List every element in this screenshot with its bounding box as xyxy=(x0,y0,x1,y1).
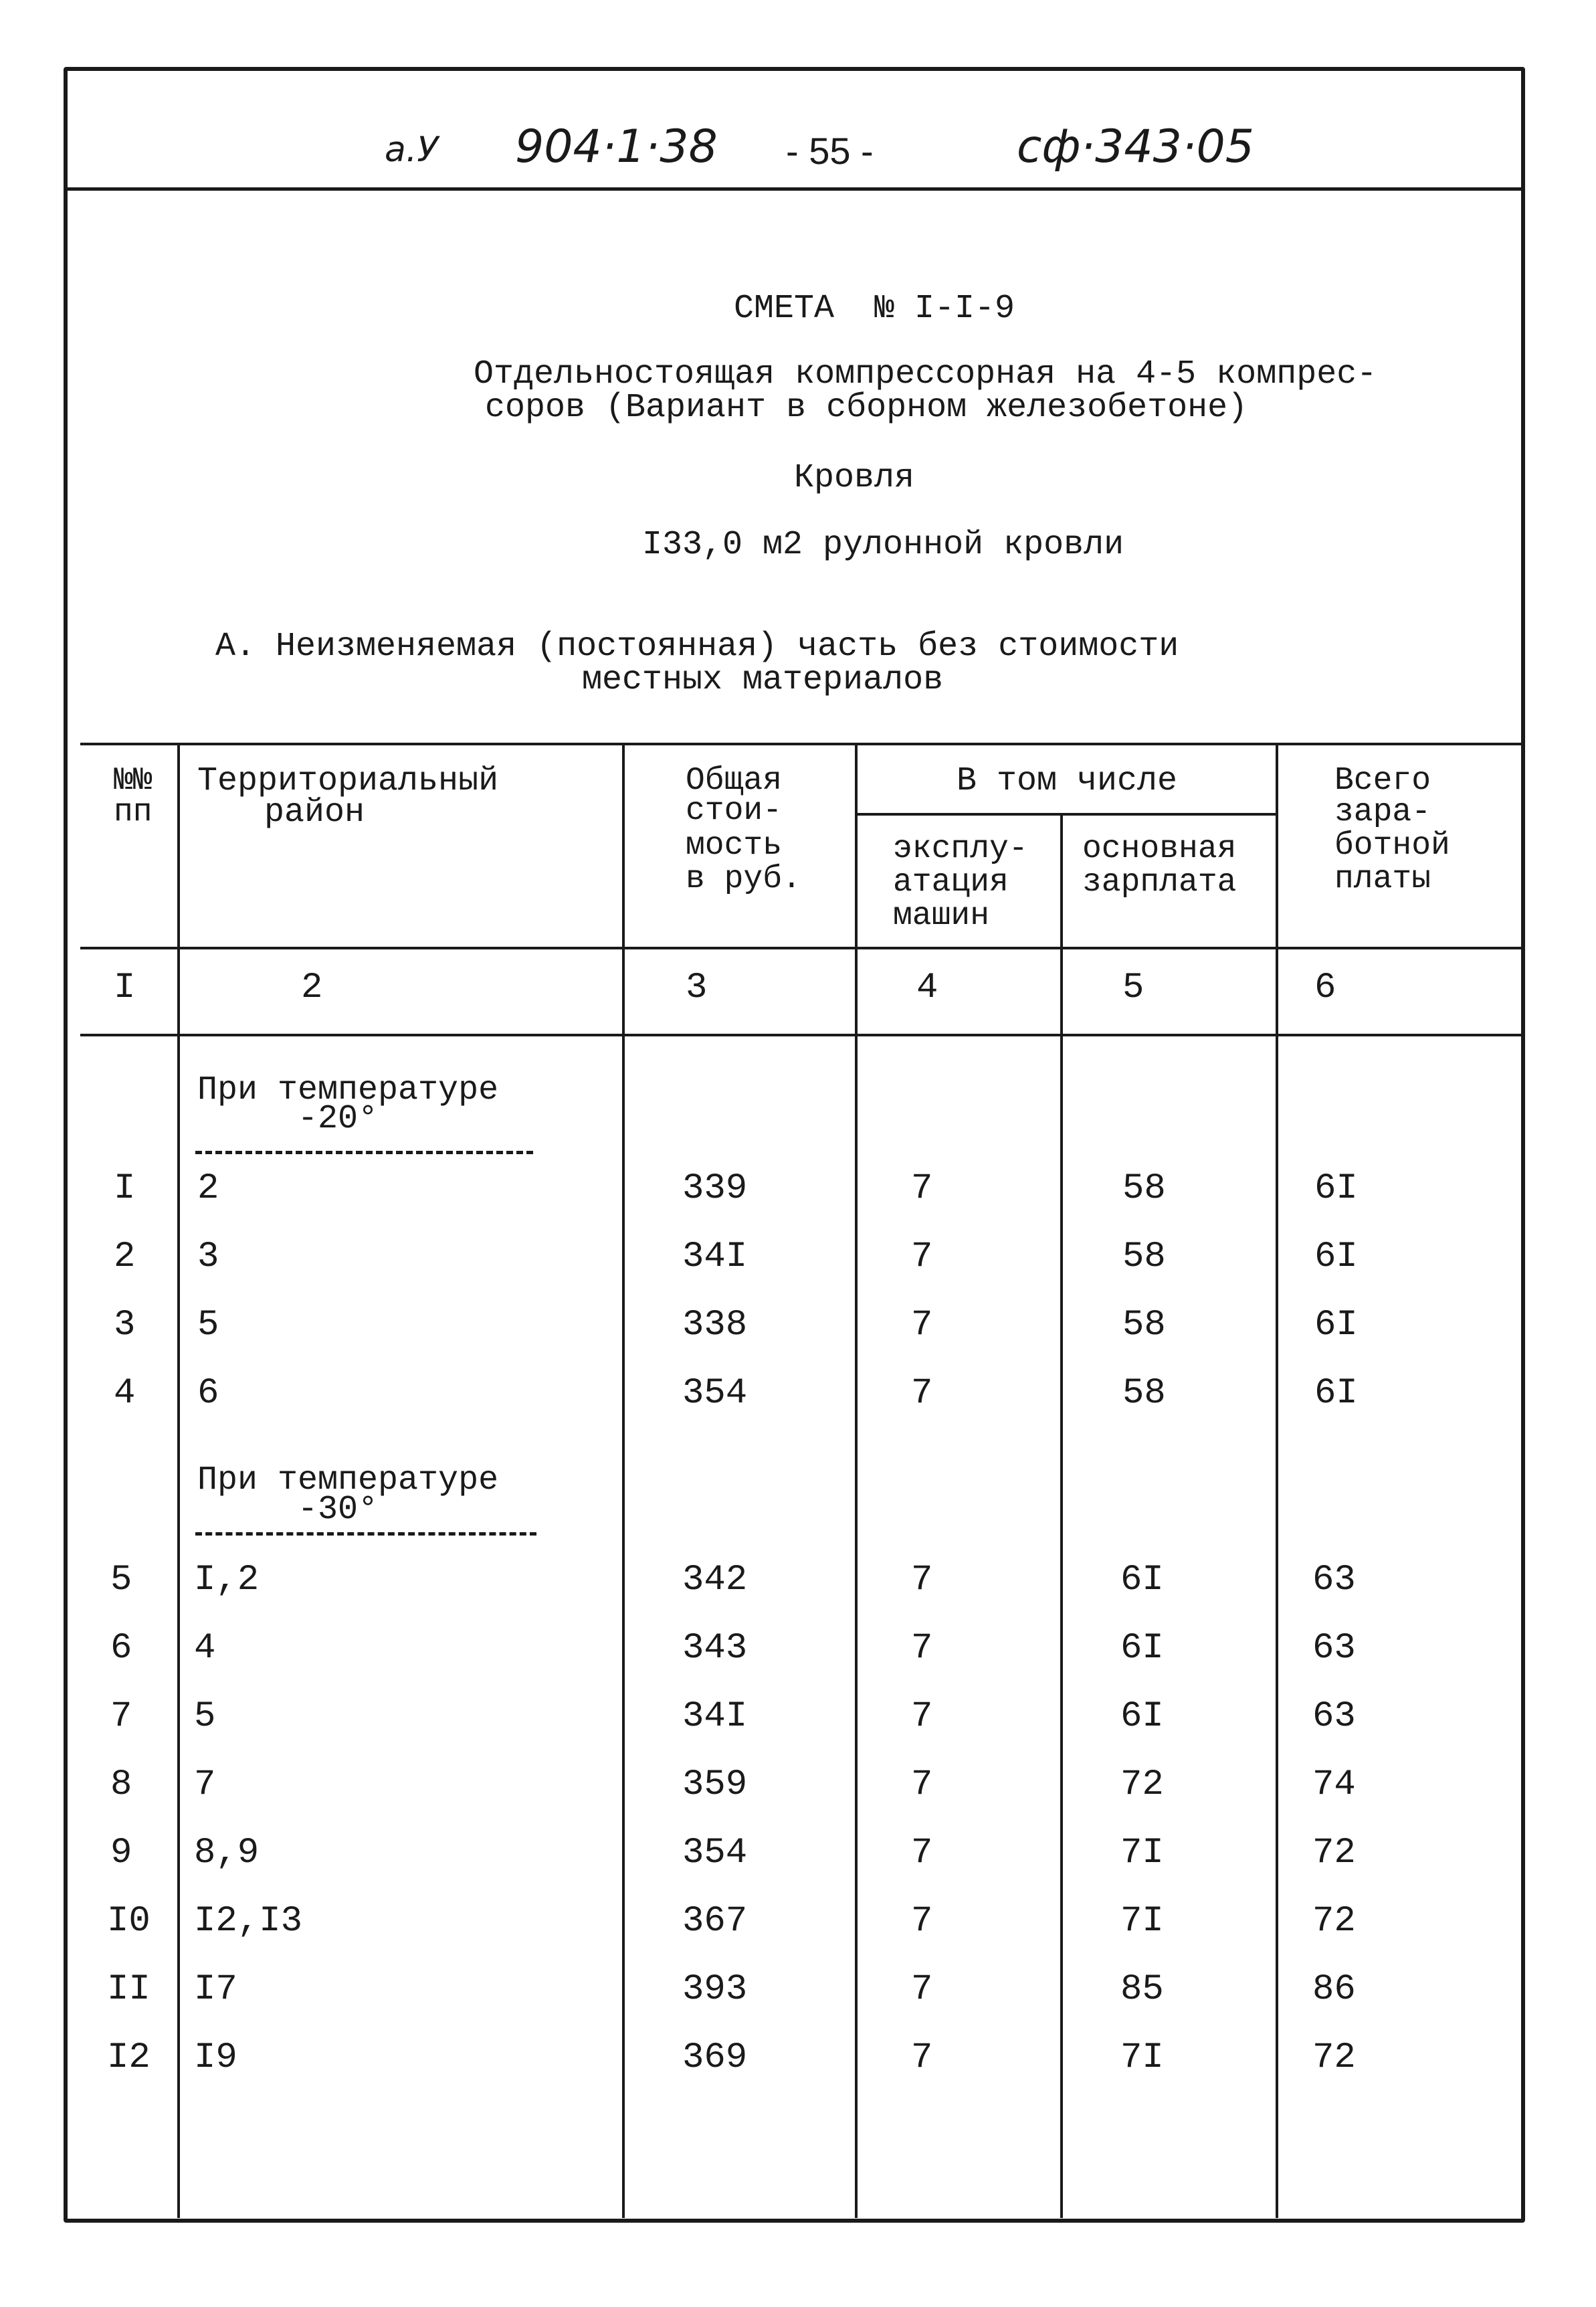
part-title-line2: местных материалов xyxy=(582,661,944,699)
row-district: 3 xyxy=(197,1236,219,1277)
row-number: I0 xyxy=(107,1901,151,1942)
row-total: 393 xyxy=(682,1969,748,2010)
row-machines: 7 xyxy=(911,2037,933,2078)
row-number: II xyxy=(107,1969,151,2010)
row-machines: 7 xyxy=(911,1969,933,2010)
row-total: 343 xyxy=(682,1628,748,1669)
row-district: I,2 xyxy=(194,1560,260,1600)
row-machines: 7 xyxy=(911,1696,933,1737)
row-district: 5 xyxy=(197,1305,219,1346)
row-total: 34I xyxy=(682,1696,748,1737)
row-district: 6 xyxy=(197,1373,219,1414)
header-divider xyxy=(68,187,1521,191)
row-wages: 63 xyxy=(1312,1628,1356,1669)
group-label-line1: При температуре xyxy=(197,1461,499,1499)
row-number: I2 xyxy=(107,2037,151,2078)
col-divider-3 xyxy=(855,743,858,2218)
group-label-line2: -30° xyxy=(298,1491,379,1529)
row-wages: 72 xyxy=(1312,1833,1356,1873)
group-underline xyxy=(195,1151,533,1154)
col-divider-5 xyxy=(1276,743,1278,2218)
row-district: 7 xyxy=(194,1764,216,1805)
row-salary: 58 xyxy=(1122,1305,1166,1346)
column-number-4: 4 xyxy=(916,967,938,1008)
row-district: 8,9 xyxy=(194,1833,260,1873)
estimate-subtitle-line1: Отдельностоящая компрессорная на 4-5 компрес- xyxy=(474,355,1377,393)
row-district: 2 xyxy=(197,1168,219,1209)
row-machines: 7 xyxy=(911,1305,933,1346)
row-wages: 6I xyxy=(1314,1236,1358,1277)
row-salary: 85 xyxy=(1120,1969,1164,2010)
row-wages: 6I xyxy=(1314,1305,1358,1346)
header-wages-line3: ботной xyxy=(1334,828,1450,864)
part-title-line1: А. Неизменяемая (постоянная) часть без стоимости xyxy=(215,628,1179,666)
row-total: 354 xyxy=(682,1833,748,1873)
row-salary: 6I xyxy=(1120,1696,1164,1737)
row-salary: 72 xyxy=(1120,1764,1164,1805)
row-number: 7 xyxy=(110,1696,132,1737)
table-top-border xyxy=(80,743,1522,745)
row-machines: 7 xyxy=(911,1901,933,1942)
header-district-line1: Территориальный xyxy=(197,762,499,800)
row-machines: 7 xyxy=(911,1560,933,1600)
column-numbers-bottom-border xyxy=(80,1034,1522,1036)
row-number: 8 xyxy=(110,1764,132,1805)
column-number-2: 2 xyxy=(301,967,323,1008)
row-salary: 6I xyxy=(1120,1560,1164,1600)
col-divider-4 xyxy=(1060,814,1063,2218)
header-prefix: а.У xyxy=(385,130,439,170)
column-number-5: 5 xyxy=(1122,967,1144,1008)
header-salary-line2: зарплата xyxy=(1082,864,1237,901)
header-wages-line1: Всего xyxy=(1334,763,1431,799)
row-district: I7 xyxy=(194,1969,237,2010)
header-num-line1: №№ xyxy=(114,763,153,799)
album-code: 904·1·38 xyxy=(515,120,718,173)
row-salary: 7I xyxy=(1120,1901,1164,1942)
row-total: 367 xyxy=(682,1901,748,1942)
row-salary: 58 xyxy=(1122,1168,1166,1209)
row-total: 339 xyxy=(682,1168,748,1209)
row-number: 4 xyxy=(114,1373,136,1414)
row-total: 359 xyxy=(682,1764,748,1805)
row-number: 2 xyxy=(114,1236,136,1277)
row-district: 5 xyxy=(194,1696,216,1737)
column-number-6: 6 xyxy=(1314,967,1336,1008)
row-machines: 7 xyxy=(911,1833,933,1873)
col-divider-2 xyxy=(622,743,625,2218)
row-total: 34I xyxy=(682,1236,748,1277)
sheet-code: сф·343·05 xyxy=(1017,120,1255,173)
header-total-line2: стои- xyxy=(686,793,783,829)
header-bottom-border xyxy=(80,947,1522,949)
header-wages-line4: платы xyxy=(1334,861,1431,897)
estimate-heading: СМЕТА № I-I-9 xyxy=(733,290,1015,328)
estimate-subtitle-line2: соров (Вариант в сборном железобетоне) xyxy=(485,389,1248,427)
row-district: 4 xyxy=(194,1628,216,1669)
subheader-divider xyxy=(856,813,1278,816)
row-district: I9 xyxy=(194,2037,237,2078)
header-total-line4: в руб. xyxy=(686,861,801,897)
row-salary: 7I xyxy=(1120,2037,1164,2078)
row-number: 9 xyxy=(110,1833,132,1873)
group-label-line1: При температуре xyxy=(197,1071,499,1109)
row-total: 369 xyxy=(682,2037,748,2078)
row-wages: 6I xyxy=(1314,1168,1358,1209)
row-wages: 72 xyxy=(1312,2037,1356,2078)
group-label-line2: -20° xyxy=(298,1100,379,1138)
row-salary: 6I xyxy=(1120,1628,1164,1669)
row-total: 354 xyxy=(682,1373,748,1414)
page-number: - 55 - xyxy=(786,130,874,172)
header-salary-line1: основная xyxy=(1082,831,1237,867)
section-title: Кровля xyxy=(793,459,915,497)
header-machines-line3: машин xyxy=(893,898,990,934)
row-number: I xyxy=(114,1168,136,1209)
row-wages: 63 xyxy=(1312,1696,1356,1737)
col-divider-1 xyxy=(177,743,180,2218)
quantity-line: I33,0 м2 рулонной кровли xyxy=(642,526,1124,564)
row-machines: 7 xyxy=(911,1764,933,1805)
row-wages: 74 xyxy=(1312,1764,1356,1805)
row-machines: 7 xyxy=(911,1373,933,1414)
header-machines-line2: атация xyxy=(893,864,1009,901)
header-num-line2: пп xyxy=(114,794,153,830)
row-machines: 7 xyxy=(911,1236,933,1277)
header-group-label: В том числе xyxy=(956,762,1178,800)
row-district: I2,I3 xyxy=(194,1901,303,1942)
header-total-line1: Общая xyxy=(686,763,783,799)
row-salary: 58 xyxy=(1122,1236,1166,1277)
row-wages: 63 xyxy=(1312,1560,1356,1600)
row-machines: 7 xyxy=(911,1168,933,1209)
row-number: 5 xyxy=(110,1560,132,1600)
row-wages: 6I xyxy=(1314,1373,1358,1414)
header-machines-line1: эксплу- xyxy=(893,831,1028,867)
header-total-line3: мость xyxy=(686,828,783,864)
row-number: 6 xyxy=(110,1628,132,1669)
header-wages-line2: зара- xyxy=(1334,794,1431,830)
row-total: 338 xyxy=(682,1305,748,1346)
row-salary: 58 xyxy=(1122,1373,1166,1414)
row-wages: 72 xyxy=(1312,1901,1356,1942)
row-salary: 7I xyxy=(1120,1833,1164,1873)
row-machines: 7 xyxy=(911,1628,933,1669)
group-underline xyxy=(195,1532,536,1536)
row-number: 3 xyxy=(114,1305,136,1346)
row-total: 342 xyxy=(682,1560,748,1600)
header-district-line2: район xyxy=(264,794,365,832)
column-number-3: 3 xyxy=(686,967,708,1008)
row-wages: 86 xyxy=(1312,1969,1356,2010)
column-number-1: I xyxy=(114,967,136,1008)
